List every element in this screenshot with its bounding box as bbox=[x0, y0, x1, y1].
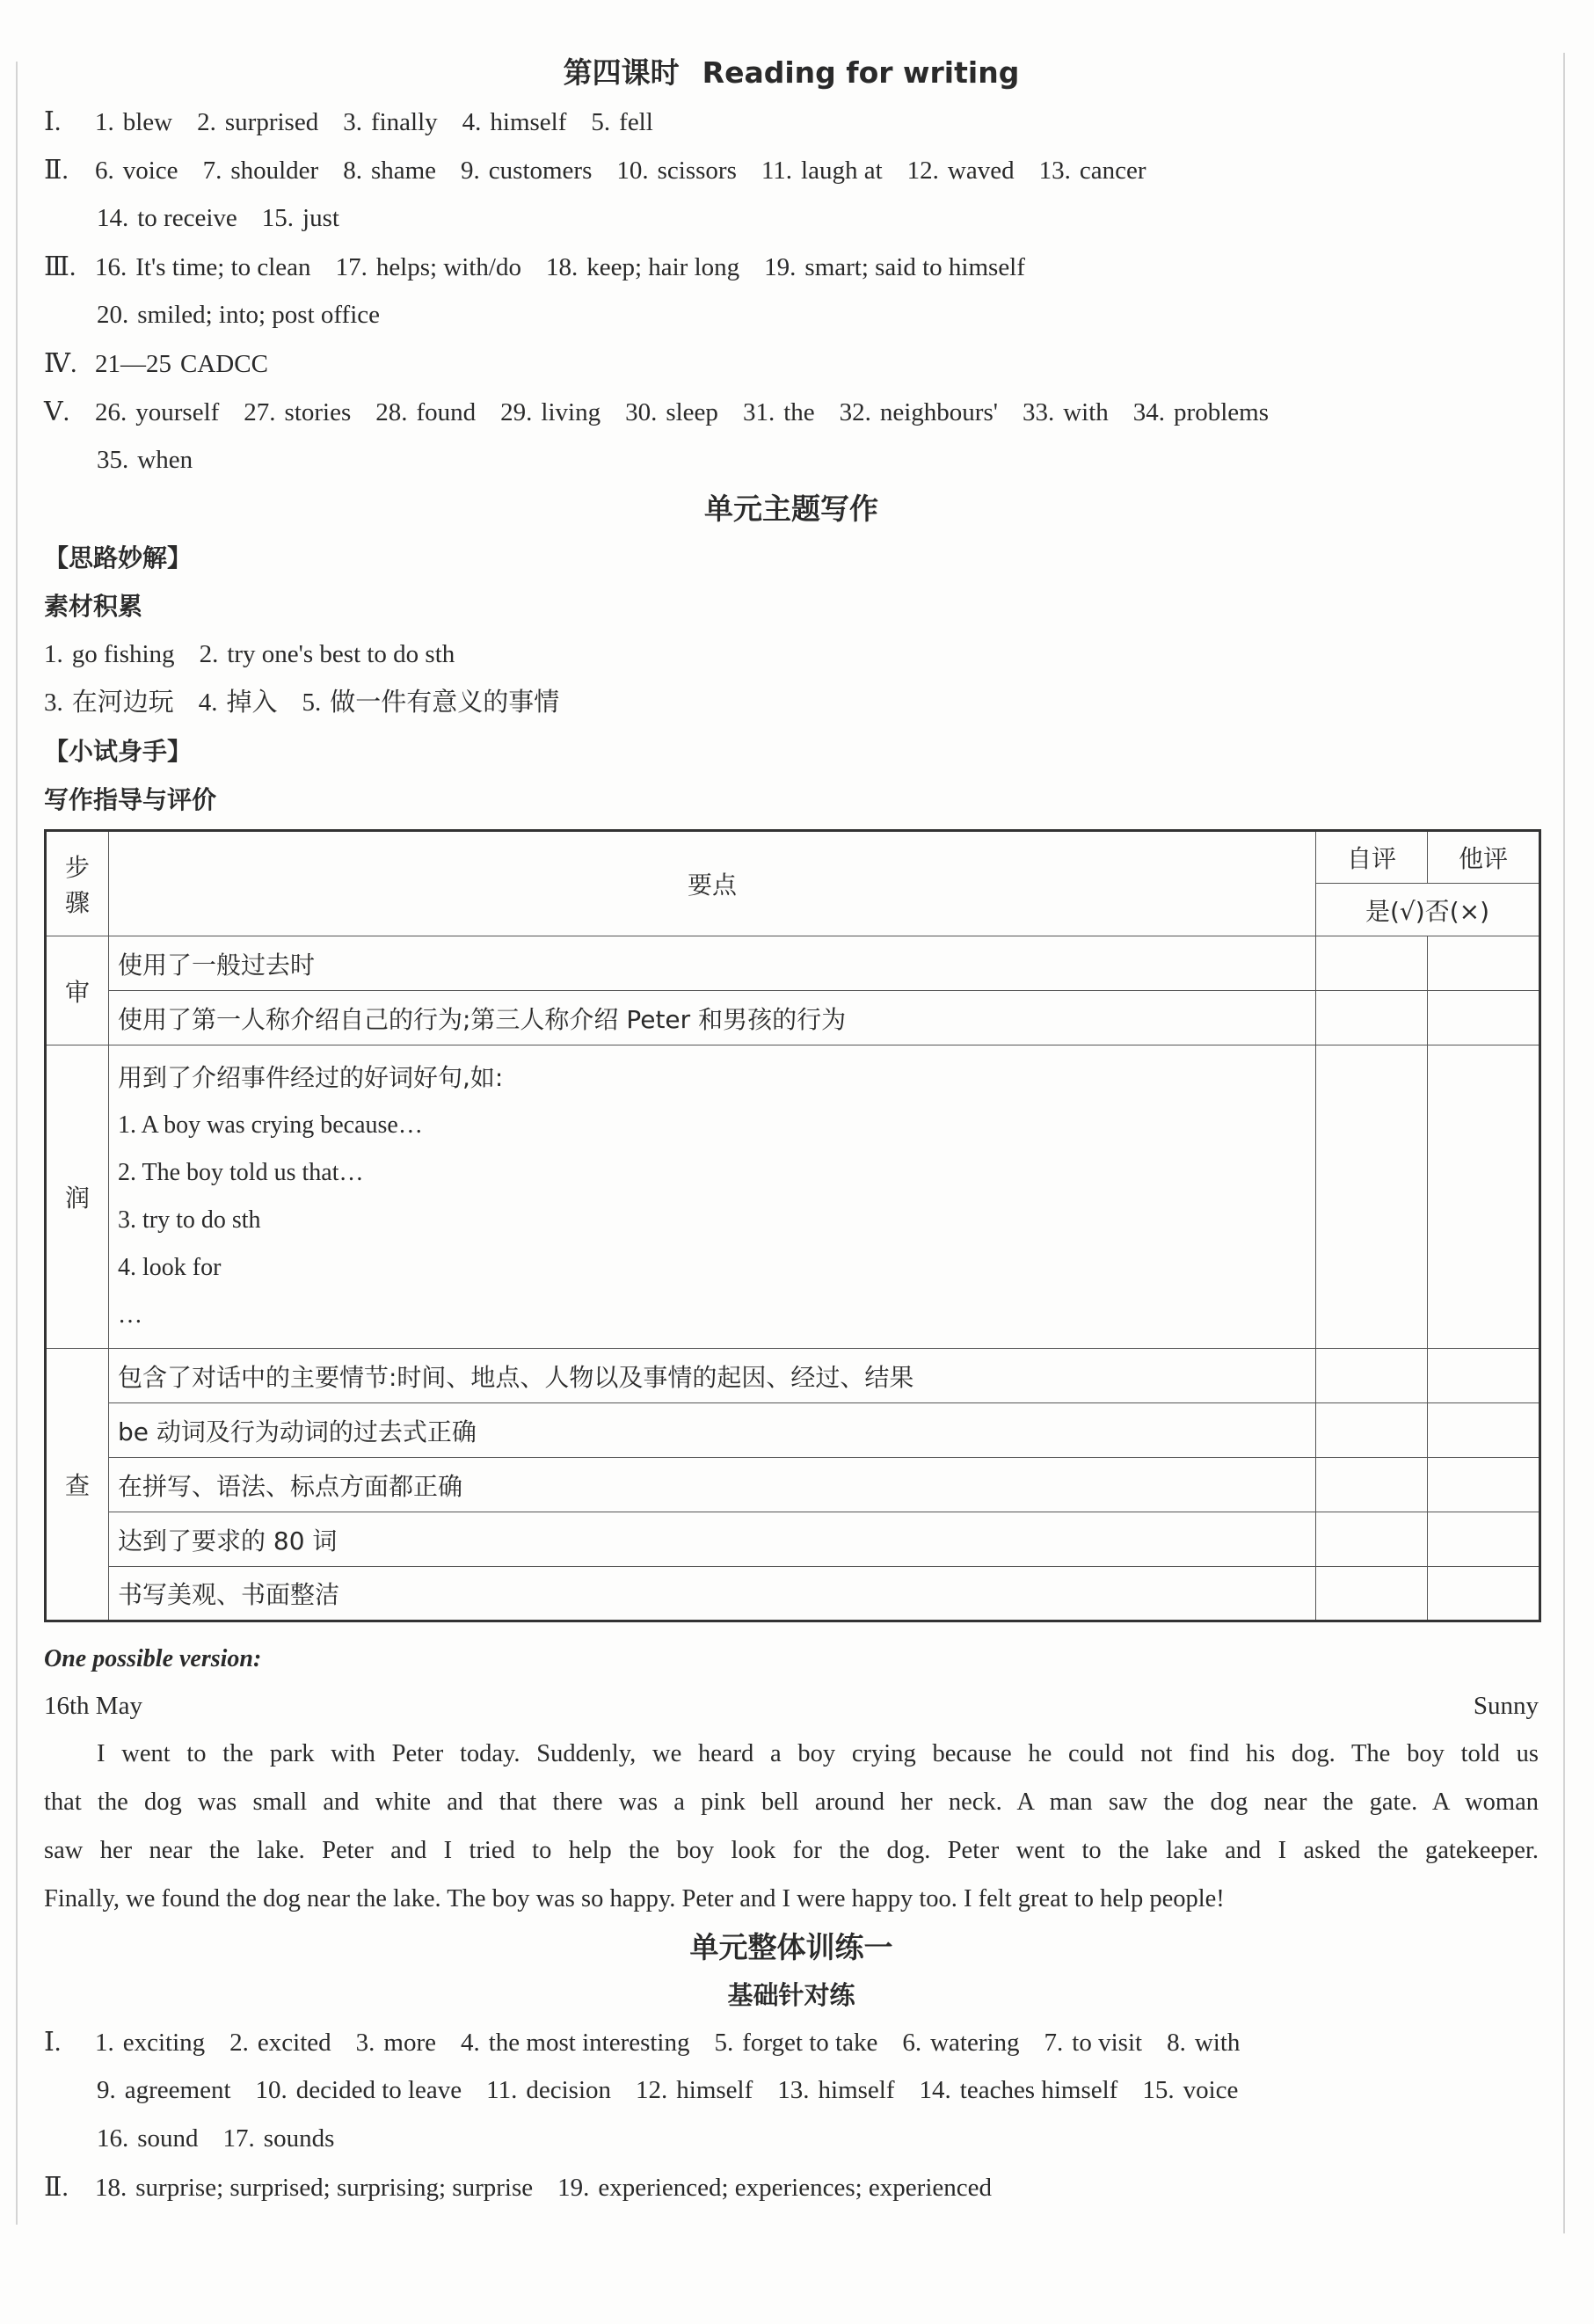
peer-eval-cell[interactable] bbox=[1428, 1349, 1540, 1403]
answer-item bbox=[625, 398, 718, 426]
answer-item bbox=[97, 2076, 231, 2104]
answer-item bbox=[44, 640, 175, 668]
section-numeral: Ⅰ. bbox=[44, 2028, 62, 2057]
item-number: 4. bbox=[461, 2029, 480, 2057]
item-answer: blew bbox=[122, 108, 173, 136]
item-answer: customers bbox=[488, 157, 593, 185]
right-margin-rule bbox=[1563, 53, 1565, 2233]
item-number: 6. bbox=[95, 157, 114, 185]
item-number: 33. bbox=[1022, 398, 1055, 426]
item-number: 7. bbox=[1044, 2029, 1064, 2057]
item-answer: scissors bbox=[657, 157, 737, 185]
item-answer: decided to leave bbox=[295, 2076, 462, 2104]
answer-item bbox=[244, 398, 351, 426]
answer-line bbox=[44, 2066, 1539, 2115]
answer-item bbox=[777, 2076, 894, 2104]
step2-line: 4. look for bbox=[118, 1254, 222, 1281]
diary-header bbox=[44, 1682, 1539, 1730]
answer-item bbox=[462, 108, 567, 136]
step3-item: 书写美观、书面整洁 bbox=[109, 1567, 1316, 1621]
answer-line bbox=[44, 146, 1539, 194]
try-heading: 【小试身手】 bbox=[44, 737, 193, 766]
item-answer: 在河边玩 bbox=[71, 688, 174, 717]
answer-item bbox=[229, 2029, 331, 2057]
item-number: 35. bbox=[97, 446, 129, 474]
item-number: 1. bbox=[44, 640, 63, 668]
material-line bbox=[44, 679, 1539, 727]
answer-item bbox=[203, 157, 319, 185]
item-answer: exciting bbox=[122, 2029, 206, 2057]
item-answer: just bbox=[302, 204, 339, 232]
step1-label: 审 bbox=[46, 936, 109, 1045]
step1-item: 使用了一般过去时 bbox=[109, 936, 1316, 991]
peer-eval-cell[interactable] bbox=[1428, 991, 1540, 1045]
peer-eval-cell[interactable] bbox=[1428, 936, 1540, 991]
answer-item bbox=[557, 2174, 992, 2202]
item-answer: finally bbox=[370, 108, 438, 136]
item-number: 27. bbox=[244, 398, 276, 426]
answer-item bbox=[1039, 157, 1146, 185]
answer-line bbox=[44, 388, 1539, 436]
item-number: 31. bbox=[742, 398, 775, 426]
section-numeral: Ⅳ. bbox=[44, 349, 77, 378]
answer-line bbox=[44, 2115, 1539, 2163]
material-heading: 素材积累 bbox=[44, 592, 143, 621]
item-number: 18. bbox=[95, 2174, 127, 2202]
item-number: 8. bbox=[1167, 2029, 1186, 2057]
item-answer: shoulder bbox=[230, 157, 319, 185]
item-answer: living bbox=[541, 398, 601, 426]
item-number: 17. bbox=[222, 2124, 255, 2153]
answer-item bbox=[920, 2076, 1118, 2104]
lesson4-answers bbox=[44, 98, 1539, 484]
step3-item: be 动词及行为动词的过去式正确 bbox=[109, 1403, 1316, 1458]
answer-item bbox=[97, 2124, 199, 2153]
material-line bbox=[44, 630, 1539, 679]
item-answer: It's time; to clean bbox=[135, 253, 311, 281]
item-answer: smart; said to himself bbox=[804, 253, 1025, 281]
answer-item bbox=[715, 2029, 878, 2057]
lesson4-title bbox=[44, 48, 1539, 98]
item-number: 16. bbox=[97, 2124, 129, 2153]
answer-line bbox=[44, 339, 1539, 388]
answer-item bbox=[95, 350, 268, 378]
item-answer: found bbox=[416, 398, 477, 426]
peer-eval-cell[interactable] bbox=[1428, 1567, 1540, 1621]
item-answer: more bbox=[383, 2029, 436, 2057]
diary-weather: Sunny bbox=[1473, 1692, 1539, 1720]
answer-item bbox=[907, 157, 1015, 185]
answer-item bbox=[95, 2029, 205, 2057]
answer-item bbox=[262, 204, 339, 232]
unit-training-title: 单元整体训练一 bbox=[689, 1930, 893, 1964]
peer-eval-cell[interactable] bbox=[1428, 1403, 1540, 1458]
answer-item bbox=[302, 688, 560, 717]
item-number: 5. bbox=[591, 108, 611, 136]
step3-item: 在拼写、语法、标点方面都正确 bbox=[109, 1458, 1316, 1512]
answer-item bbox=[461, 2029, 690, 2057]
item-number: 5. bbox=[714, 2029, 734, 2057]
answer-item bbox=[95, 2174, 533, 2202]
essay-line: saw her near the lake. Peter and I tried to help the boy look for the dog. Peter went to the lake and I asked the gatekeeper. bbox=[44, 1837, 1539, 1864]
diary-date: 16th May bbox=[44, 1692, 142, 1720]
answer-item bbox=[1167, 2029, 1240, 2057]
item-answer: shame bbox=[370, 157, 437, 185]
answer-item bbox=[97, 204, 237, 232]
answer-item bbox=[223, 2124, 335, 2153]
item-number: 18. bbox=[545, 253, 579, 281]
item-number: 2. bbox=[229, 2029, 249, 2057]
item-answer: agreement bbox=[124, 2076, 231, 2104]
item-number: 11. bbox=[761, 157, 793, 185]
answer-item bbox=[97, 301, 380, 329]
yes-no-header: 是(√)否(×) bbox=[1316, 884, 1540, 936]
self-eval-cell[interactable] bbox=[1316, 1045, 1428, 1349]
step2-line: 1. A boy was crying because… bbox=[118, 1111, 423, 1139]
item-number: 34. bbox=[1132, 398, 1166, 426]
item-answer: himself bbox=[676, 2076, 753, 2104]
answer-item bbox=[1133, 398, 1269, 426]
answer-item bbox=[1044, 2029, 1143, 2057]
answer-item bbox=[461, 157, 592, 185]
answer-item bbox=[95, 398, 219, 426]
unit-writing-title: 单元主题写作 bbox=[704, 492, 878, 526]
section-numeral: Ⅲ. bbox=[44, 252, 76, 281]
writing-guide-table bbox=[44, 829, 1541, 1622]
self-eval-cell[interactable] bbox=[1316, 1403, 1428, 1458]
answer-item bbox=[840, 398, 998, 426]
item-number: 8. bbox=[343, 157, 362, 185]
item-answer: himself bbox=[490, 108, 567, 136]
training-answers bbox=[44, 2018, 1539, 2211]
item-answer: cancer bbox=[1079, 157, 1146, 185]
self-eval-cell[interactable] bbox=[1316, 1458, 1428, 1512]
item-answer: go fishing bbox=[71, 640, 175, 668]
item-number: 26. bbox=[95, 398, 127, 426]
essay-line: I went to the park with Peter today. Suddenly, we heard a boy crying because he could not find his dog. The boy told us bbox=[97, 1740, 1539, 1767]
item-answer: watering bbox=[930, 2029, 1020, 2057]
answer-item bbox=[375, 398, 476, 426]
item-number: 1. bbox=[95, 2029, 114, 2057]
point-header: 要点 bbox=[109, 831, 1316, 936]
self-eval-cell[interactable] bbox=[1316, 1349, 1428, 1403]
item-number: 21—25 bbox=[95, 350, 171, 378]
step3-label: 查 bbox=[46, 1349, 109, 1621]
item-number: 12. bbox=[636, 2076, 668, 2104]
peer-eval-cell[interactable] bbox=[1428, 1458, 1540, 1512]
item-number: 19. bbox=[557, 2174, 590, 2202]
item-number: 9. bbox=[97, 2076, 116, 2104]
item-number: 7. bbox=[202, 157, 222, 185]
answer-item bbox=[761, 157, 883, 185]
answer-item bbox=[336, 253, 521, 281]
answer-line bbox=[44, 2163, 1539, 2211]
item-answer: problems bbox=[1174, 398, 1269, 426]
guide-heading: 写作指导与评价 bbox=[44, 785, 217, 814]
answer-item bbox=[200, 640, 455, 668]
item-answer: decision bbox=[526, 2076, 612, 2104]
answer-item bbox=[199, 688, 278, 717]
item-number: 19. bbox=[764, 253, 797, 281]
peer-eval-header: 他评 bbox=[1428, 831, 1540, 884]
item-number: 10. bbox=[255, 2076, 288, 2104]
step2-label: 润 bbox=[46, 1045, 109, 1349]
item-number: 13. bbox=[777, 2076, 810, 2104]
answer-item bbox=[1142, 2076, 1238, 2104]
version-label: One possible version: bbox=[44, 1645, 262, 1672]
item-number: 20. bbox=[97, 301, 129, 329]
item-number: 30. bbox=[625, 398, 658, 426]
item-answer: waved bbox=[947, 157, 1015, 185]
item-answer: CADCC bbox=[180, 350, 268, 378]
step2-line: 2. The boy told us that… bbox=[118, 1159, 364, 1186]
answer-item bbox=[343, 157, 436, 185]
item-answer: the most interesting bbox=[488, 2029, 690, 2057]
item-answer: 做一件有意义的事情 bbox=[330, 688, 560, 717]
item-number: 4. bbox=[198, 688, 218, 717]
item-number: 6. bbox=[902, 2029, 922, 2057]
left-margin-rule bbox=[16, 62, 18, 2225]
item-answer: to receive bbox=[137, 204, 237, 232]
item-answer: fell bbox=[619, 108, 653, 136]
item-number: 28. bbox=[375, 398, 408, 426]
answer-item bbox=[616, 157, 736, 185]
item-answer: surprised bbox=[224, 108, 319, 136]
item-answer: when bbox=[137, 446, 193, 474]
answer-item bbox=[95, 157, 178, 185]
item-answer: excited bbox=[257, 2029, 331, 2057]
item-number: 32. bbox=[839, 398, 871, 426]
answer-item bbox=[95, 253, 311, 281]
self-eval-cell[interactable] bbox=[1316, 1512, 1428, 1567]
step2-line: … bbox=[118, 1301, 142, 1329]
answer-item bbox=[256, 2076, 462, 2104]
item-number: 9. bbox=[461, 157, 480, 185]
step2-points bbox=[109, 1045, 1316, 1349]
item-answer: forget to take bbox=[742, 2029, 878, 2057]
peer-eval-cell[interactable] bbox=[1428, 1512, 1540, 1567]
item-number: 13. bbox=[1038, 157, 1071, 185]
item-number: 15. bbox=[1142, 2076, 1175, 2104]
item-number: 3. bbox=[44, 688, 63, 717]
item-number: 11. bbox=[486, 2076, 518, 2104]
answer-line bbox=[44, 194, 1539, 243]
item-answer: helps; with/do bbox=[375, 253, 521, 281]
step1-item: 使用了第一人称介绍自己的行为;第三人称介绍 Peter 和男孩的行为 bbox=[109, 991, 1316, 1045]
item-answer: stories bbox=[284, 398, 352, 426]
lesson4-title-cn: 第四课时 bbox=[563, 55, 680, 90]
answer-item bbox=[44, 688, 174, 717]
answer-line bbox=[44, 291, 1539, 339]
answer-item bbox=[197, 108, 318, 136]
item-number: 14. bbox=[97, 204, 129, 232]
item-answer: 掉入 bbox=[226, 688, 278, 717]
item-answer: surprise; surprised; surprising; surprise bbox=[135, 2174, 534, 2202]
self-eval-cell[interactable] bbox=[1316, 1567, 1428, 1621]
material-list bbox=[44, 630, 1539, 727]
item-number: 1. bbox=[95, 108, 114, 136]
item-answer: himself bbox=[818, 2076, 895, 2104]
step3-item: 达到了要求的 80 词 bbox=[109, 1512, 1316, 1567]
answer-item bbox=[1023, 398, 1109, 426]
item-answer: experienced; experiences; experienced bbox=[598, 2174, 992, 2202]
answer-item bbox=[743, 398, 815, 426]
item-number: 3. bbox=[343, 108, 362, 136]
answer-line bbox=[44, 436, 1539, 484]
essay-line: Finally, we found the dog near the lake. The boy was so happy. Peter and I were happy too. I felt great to help people! bbox=[44, 1885, 1225, 1912]
item-answer: sound bbox=[137, 2124, 199, 2153]
answer-item bbox=[500, 398, 600, 426]
self-eval-cell[interactable] bbox=[1316, 991, 1428, 1045]
answer-item bbox=[343, 108, 437, 136]
self-eval-header: 自评 bbox=[1316, 831, 1428, 884]
answer-item bbox=[636, 2076, 753, 2104]
item-number: 16. bbox=[95, 253, 127, 281]
item-answer: yourself bbox=[135, 398, 220, 426]
item-number: 2. bbox=[197, 108, 216, 136]
essay-line: that the dog was small and white and that there was a pink bell around her neck. A man saw the dog near the gate. A woman bbox=[44, 1789, 1539, 1816]
item-answer: smiled; into; post office bbox=[137, 301, 380, 329]
section-numeral: Ⅰ. bbox=[44, 107, 62, 136]
item-answer: try one's best to do sth bbox=[227, 640, 455, 668]
item-number: 15. bbox=[261, 204, 295, 232]
answer-item bbox=[546, 253, 739, 281]
item-number: 4. bbox=[462, 108, 482, 136]
self-eval-cell[interactable] bbox=[1316, 936, 1428, 991]
item-answer: with bbox=[1194, 2029, 1241, 2057]
answer-item bbox=[902, 2029, 1019, 2057]
step2-line: 用到了介绍事件经过的好词好句,如: bbox=[118, 1063, 504, 1092]
item-answer: the bbox=[783, 398, 815, 426]
peer-eval-cell[interactable] bbox=[1428, 1045, 1540, 1349]
section-numeral: Ⅱ. bbox=[44, 2173, 69, 2202]
item-answer: teaches himself bbox=[959, 2076, 1118, 2104]
answer-line bbox=[44, 98, 1539, 146]
step3-item: 包含了对话中的主要情节:时间、地点、人物以及事情的起因、经过、结果 bbox=[109, 1349, 1316, 1403]
answer-line bbox=[44, 2018, 1539, 2066]
item-number: 2. bbox=[199, 640, 219, 668]
item-number: 17. bbox=[335, 253, 368, 281]
unit-training-subtitle: 基础针对练 bbox=[727, 1980, 855, 2010]
item-answer: with bbox=[1063, 398, 1109, 426]
answer-line bbox=[44, 243, 1539, 291]
answer-item bbox=[486, 2076, 611, 2104]
item-answer: to visit bbox=[1072, 2029, 1143, 2057]
item-answer: sleep bbox=[666, 398, 718, 426]
item-number: 5. bbox=[302, 688, 322, 717]
lesson4-title-en: Reading for writing bbox=[702, 55, 1020, 90]
item-number: 14. bbox=[919, 2076, 951, 2104]
item-number: 12. bbox=[906, 157, 939, 185]
item-number: 29. bbox=[500, 398, 533, 426]
step-header: 步骤 bbox=[46, 831, 109, 936]
step2-line: 3. try to do sth bbox=[118, 1206, 261, 1234]
answer-item bbox=[591, 108, 652, 136]
item-answer: voice bbox=[122, 157, 178, 185]
item-answer: sounds bbox=[263, 2124, 335, 2153]
section-numeral: Ⅴ. bbox=[44, 397, 70, 426]
item-answer: voice bbox=[1183, 2076, 1239, 2104]
answer-item bbox=[764, 253, 1025, 281]
answer-item bbox=[97, 446, 193, 474]
item-answer: keep; hair long bbox=[586, 253, 740, 281]
analysis-heading: 【思路妙解】 bbox=[44, 543, 193, 572]
answer-item bbox=[95, 108, 172, 136]
answer-item bbox=[356, 2029, 436, 2057]
item-answer: laugh at bbox=[801, 157, 883, 185]
item-number: 10. bbox=[616, 157, 649, 185]
item-number: 3. bbox=[355, 2029, 375, 2057]
answer-page bbox=[44, 48, 1539, 2211]
item-answer: neighbours' bbox=[879, 398, 998, 426]
section-numeral: Ⅱ. bbox=[44, 156, 69, 185]
